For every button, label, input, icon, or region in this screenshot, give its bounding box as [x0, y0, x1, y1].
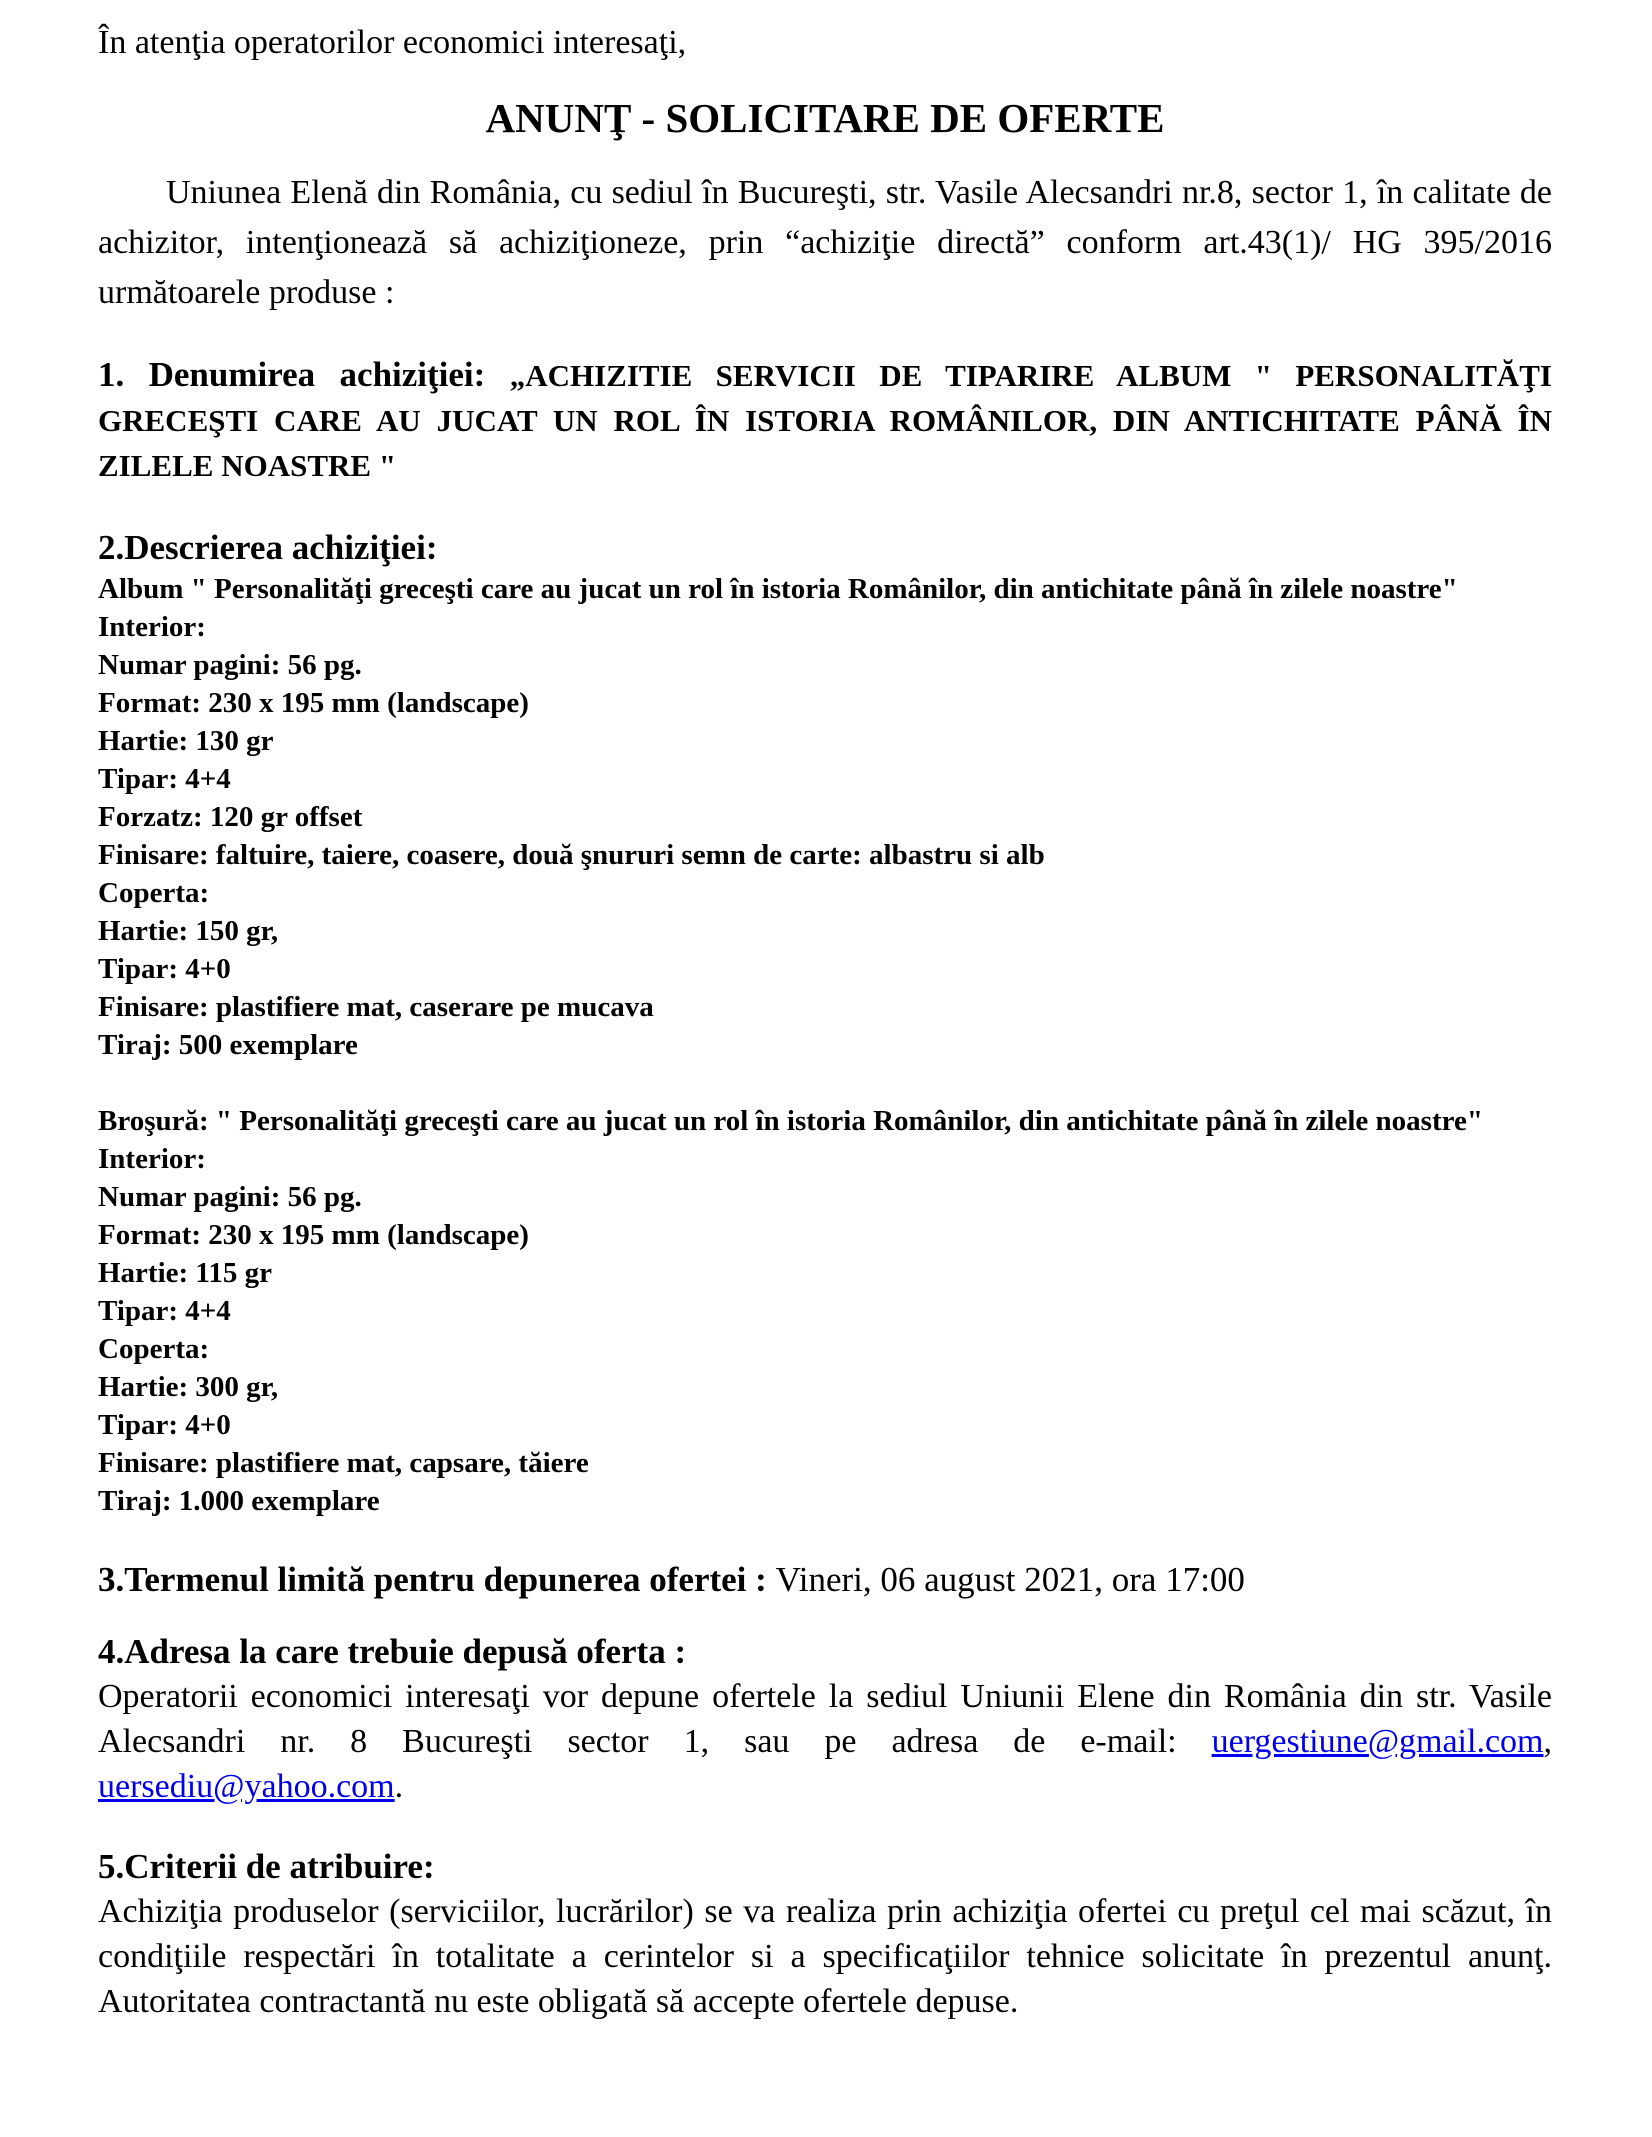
- spec-line: Hartie: 130 gr: [98, 725, 274, 757]
- deadline-value: Vineri, 06 august 2021, ora 17:00: [775, 1560, 1245, 1599]
- album-title: Album " Personalităţi greceşti care au jucat un rol în istoria Românilor, din antichitate până în zilele noastre": [98, 573, 1458, 605]
- spec-line: Numar pagini: 56 pg.: [98, 1181, 362, 1213]
- email-separator: ,: [1543, 1723, 1552, 1760]
- section-4-heading: 4.Adresa la care trebuie depusă oferta :: [98, 1632, 687, 1671]
- spec-line: Tipar: 4+0: [98, 1409, 231, 1441]
- section-4-paragraph: [98, 1674, 1552, 1809]
- spec-line: Tipar: 4+4: [98, 763, 231, 795]
- spec-line: Tipar: 4+0: [98, 953, 231, 985]
- section-1: [98, 352, 1552, 488]
- brosura-title: Broşură: " Personalităţi greceşti care au jucat un rol în istoria Românilor, din antichitate până în zilele noastre": [98, 1105, 1483, 1137]
- album-spec-block: [98, 570, 1552, 1064]
- section-2-heading: 2.Descrierea achiziţiei:: [98, 528, 438, 567]
- brosura-spec-block: [98, 1102, 1552, 1520]
- spec-line: Interior:: [98, 1143, 206, 1175]
- section-4-end: .: [394, 1768, 404, 1805]
- section-1-value: „ACHIZITIE SERVICII DE TIPARIRE ALBUM " PERSONALITĂŢI GRECEŞTI CARE AU JUCAT UN ROL ÎN ISTORIA ROMÂNILOR, DIN ANTICHITATE PÂNĂ ÎN ZILELE NOASTRE ": [98, 358, 1552, 483]
- album-spec-lines: [98, 608, 1552, 1064]
- spec-line: Finisare: plastifiere mat, caserare pe mucava: [98, 991, 654, 1023]
- section-5-paragraph: Achiziţia produselor (serviciilor, lucrărilor) se va realiza prin achiziţia ofertei cu preţul cel mai scăzut, în condiţiile respectări în totalitate a cerintelor si a specificaţiilor tehnice solicitate în prezentul anunţ. Autoritatea contractantă nu este obligată să accepte ofertele depuse.: [98, 1893, 1552, 2020]
- section-3-label: 3.Termenul limită pentru depunerea ofertei :: [98, 1560, 776, 1599]
- spec-line: Interior:: [98, 611, 206, 643]
- brosura-spec-lines: [98, 1140, 1552, 1520]
- spec-line: Tipar: 4+4: [98, 1295, 231, 1327]
- spec-line: Coperta:: [98, 877, 210, 909]
- section-4-text: Operatorii economici interesaţi vor depune ofertele la sediul Uniunii Elene din România din str. Vasile Alecsandri nr. 8 Bucureşti sector 1, sau pe adresa de e-mail:: [98, 1678, 1552, 1760]
- spec-line: Tiraj: 500 exemplare: [98, 1029, 358, 1061]
- spec-line: Format: 230 x 195 mm (landscape): [98, 1219, 529, 1251]
- email-link-sediu[interactable]: uersediu@yahoo.com: [98, 1768, 395, 1805]
- greeting-line: În atenţia operatorilor economici interesaţi,: [98, 24, 687, 61]
- spec-line: Hartie: 115 gr: [98, 1257, 272, 1289]
- section-3: [98, 1556, 1552, 1604]
- email-link-gestiune[interactable]: uergestiune@gmail.com: [1211, 1723, 1544, 1760]
- spec-line: Tiraj: 1.000 exemplare: [98, 1485, 380, 1517]
- spec-line: Finisare: faltuire, taiere, coasere, două şnururi semn de carte: albastru si alb: [98, 839, 1045, 871]
- spec-line: Forzatz: 120 gr offset: [98, 801, 363, 833]
- spec-line: Finisare: plastifiere mat, capsare, tăiere: [98, 1447, 589, 1479]
- section-1-label: 1. Denumirea achiziţiei:: [98, 355, 510, 394]
- spec-line: Coperta:: [98, 1333, 210, 1365]
- spec-line: Numar pagini: 56 pg.: [98, 649, 362, 681]
- intro-paragraph: Uniunea Elenă din România, cu sediul în Bucureşti, str. Vasile Alecsandri nr.8, sector 1, în calitate de achizitor, intenţionează să achiziţioneze, prin “achiziţie directă” conform art.43(1)/ HG 395/2016 următoarele produse :: [98, 174, 1552, 311]
- spec-line: Hartie: 300 gr,: [98, 1371, 279, 1403]
- spec-line: Format: 230 x 195 mm (landscape): [98, 687, 529, 719]
- document-page: [98, 18, 1552, 2024]
- spec-line: Hartie: 150 gr,: [98, 915, 279, 947]
- document-title: ANUNŢ - SOLICITARE DE OFERTE: [485, 95, 1165, 141]
- section-5-heading: 5.Criterii de atribuire:: [98, 1847, 435, 1886]
